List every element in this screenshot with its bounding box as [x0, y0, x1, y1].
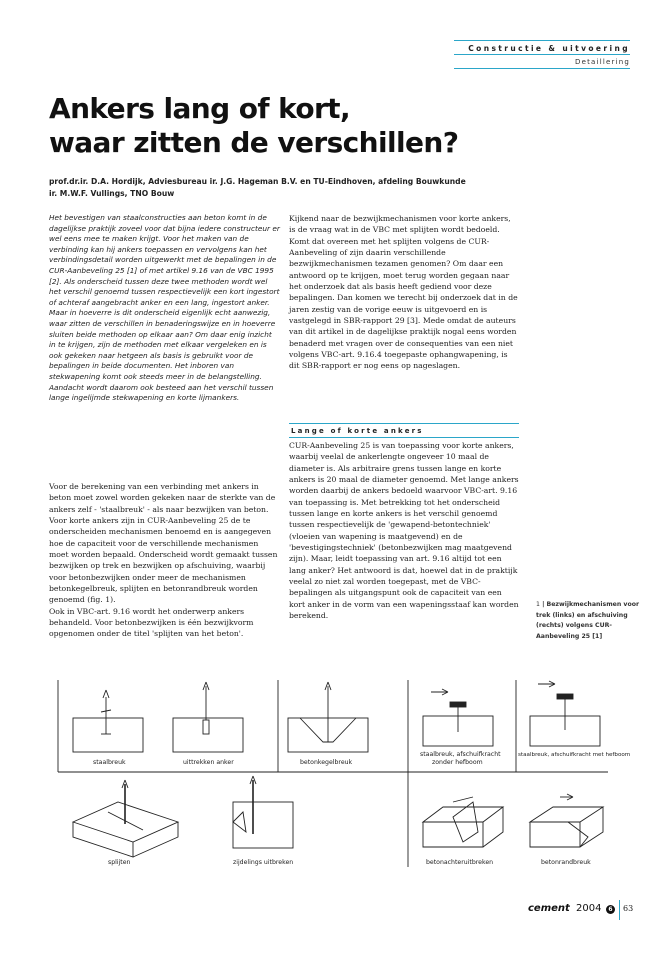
subsection-label: Detaillering	[575, 58, 630, 66]
subheading-rule-bottom	[289, 437, 519, 438]
label-kegel: betonkegelbreuk	[300, 759, 353, 766]
figure-caption	[536, 600, 641, 642]
author-line-1: prof.dr.ir. D.A. Hordijk, Adviesbureau ir. J.G. Hageman B.V. en TU-Eindhoven, afdeling Bouwkunde	[49, 177, 466, 186]
uittrekken-sketch	[173, 682, 243, 752]
subheading-rule-top	[289, 423, 519, 424]
label-zijdelings: zijdelings uitbreken	[233, 859, 294, 866]
footer-year: 2004	[576, 903, 602, 914]
zijdelings-sketch	[233, 776, 293, 848]
column-1-body	[49, 481, 280, 640]
header-rule-middle	[454, 54, 630, 55]
issue-badge: 6	[606, 905, 615, 914]
label-afschuif-met: staalbreuk, afschuifkracht met hefboom	[518, 752, 631, 758]
label-staalbreuk: staalbreuk	[93, 759, 126, 766]
page-title	[49, 92, 609, 160]
caption-number: 1	[536, 601, 540, 608]
label-splijten: splijten	[108, 859, 131, 866]
subheading: Lange of korte ankers	[291, 427, 424, 435]
staalbreuk-sketch	[73, 690, 143, 752]
page-number: 63	[623, 904, 634, 913]
caption-text: Bezwijkmechanismen voor trek (links) en afschuiving (rechts) volgens CUR-Aanbeveling 25 [1]	[536, 601, 639, 640]
author-line-2: ir. M.W.F. Vullings, TNO Bouw	[49, 189, 175, 198]
afschuif-zonder-sketch	[423, 689, 493, 746]
header-rule-top	[454, 40, 630, 41]
header-rule-bottom	[454, 68, 630, 69]
label-achteruit: betonachteruitbreken	[426, 859, 494, 866]
title-line-2: waar zitten de verschillen?	[49, 126, 459, 159]
column-2-paragraph-2: CUR-Aanbeveling 25 is van toepassing voor korte ankers, waarbij veelal de ankerlengte ongeveer 10 maal de diameter is. Als arbitraire grens tussen lange en korte ankers is 20 maal de diameter genoemd. Met lange ankers worden daarbij de ankers bedoeld waarvoor VBC-art. 9.16 van toepassing is. Met betrekking tot het onderscheid tussen lange en korte ankers is het verschil genoemd tussen respectievelijk de 'gewapend-betontechniek' (vloeien van wapening is maatgevend) en de 'bevestigingstechniek' (betonbezwijken mag maatgevend zijn). Maar, leidt toepassing van art. 9.16 altijd tot een lang anker? Het antwoord is dat, hoewel dat in de praktijk veelal zo niet zal worden toegepast, met de VBC-bepalingen als uitgangspunt ook de capaciteit van een kort anker in de vorm van een wapeningsstaaf kan worden berekend.	[289, 441, 519, 621]
intro-paragraph: Het bevestigen van staalconstructies aan beton komt in de dagelijkse praktijk zoveel voor dat bijna iedere constructeur er wel eens mee te maken krijgt. Voor het maken van de verbinding kan hij ankers toepassen en vervolgens kan het verbindingsdetail worden uitgewerkt met de bepalingen in de CUR-Aanbeveling 25 [1] of met artikel 9.16 van de VBC 1995 [2]. Als onderscheid tussen deze twee methoden wordt wel het verschil genoemd tussen respectievelijk een kort ingestort of achteraf aangebracht anker en een lang, ingestort anker. Maar in hoeverre is dit onderscheid eigenlijk echt aanwezig, waar zitten de verschillen in benaderingswijze en in hoeverre sluiten beide methoden op elkaar aan? Om daar enig inzicht in te krijgen, zijn de methoden met elkaar vergeleken en is ook gekeken naar hetgeen als basis is gebruikt voor de bepalingen in beide documenten. Het inboren van stekwapening komt ook steeds meer in de belangstelling. Aandacht wordt daarom ook besteed aan het verschil tussen lange ingelijmde stekwapening en korte lijmankers.	[49, 213, 280, 403]
afschuif-met-sketch	[530, 681, 600, 746]
caption-separator: |	[542, 601, 547, 608]
achteruitbreken-sketch	[423, 797, 503, 847]
body-paragraph: Ook in VBC-art. 9.16 wordt het onderwerp ankers behandeld. Voor betonbezwijken is één bezwijkvorm opgenomen onder de titel 'splijten van het beton'.	[49, 606, 254, 639]
author-block	[49, 176, 609, 200]
label-afschuif-zonder-2: zonder hefboom	[432, 759, 483, 766]
footer-divider	[619, 900, 620, 920]
kegelbreuk-sketch	[288, 682, 368, 752]
label-afschuif-zonder-1: staalbreuk, afschuifkracht	[420, 751, 501, 758]
title-line-1: Ankers lang of kort,	[49, 92, 351, 125]
randbreuk-sketch	[530, 794, 603, 847]
column-2-paragraph-1: Kijkend naar de bezwijkmechanismen voor korte ankers, is de vraag wat in de VBC met splijten wordt bedoeld. Komt dat overeen met het splijten volgens de CUR-Aanbeveling of zijn daarin verschillende bezwijkmechanismen tezamen genomen? Om daar een antwoord op te krijgen, moet terug worden gegaan naar het onderzoek dat als basis heeft gediend voor deze bepalingen. Dan komen we terecht bij onderzoek dat in de jaren zestig van de vorige eeuw is uitgevoerd en is vastgelegd in SBR-rapport 29 [3]. Mede omdat de auteurs van dit artikel in de dagelijkse praktijk nogal eens worden benaderd met vragen over de consequenties van een niet volgens VBC-art. 9.16.4 toegepaste ophangwapening, is dit SBR-rapport er nog eens op nageslagen.	[289, 214, 518, 371]
footer	[0, 900, 661, 922]
section-label: Constructie & uitvoering	[468, 44, 630, 53]
label-uittrekken: uittrekken anker	[183, 759, 234, 766]
body-paragraph: Voor de berekening van een verbinding met ankers in beton moet zowel worden gekeken naar de sterkte van de ankers zelf - 'staalbreuk' - als naar bezwijken van beton. Voor korte ankers zijn in CUR-Aanbeveling 25 de te onderscheiden mechanismen benoemd en is aangegeven hoe de capaciteit voor de verschillende mechanismen moet worden bepaald. Onderscheid wordt gemaakt tussen bezwijken op trek en bezwijken op afschuiving, waarbij voor betonbezwijken onder meer de mechanismen betonkegelbreuk, splijten en betonrandbreuk worden genoemd (fig. 1).	[49, 482, 278, 605]
splijten-sketch	[73, 780, 178, 857]
footer-brand: cement	[528, 903, 570, 914]
failure-mechanisms-figure	[48, 672, 631, 872]
label-rand: betonrandbreuk	[541, 859, 591, 866]
